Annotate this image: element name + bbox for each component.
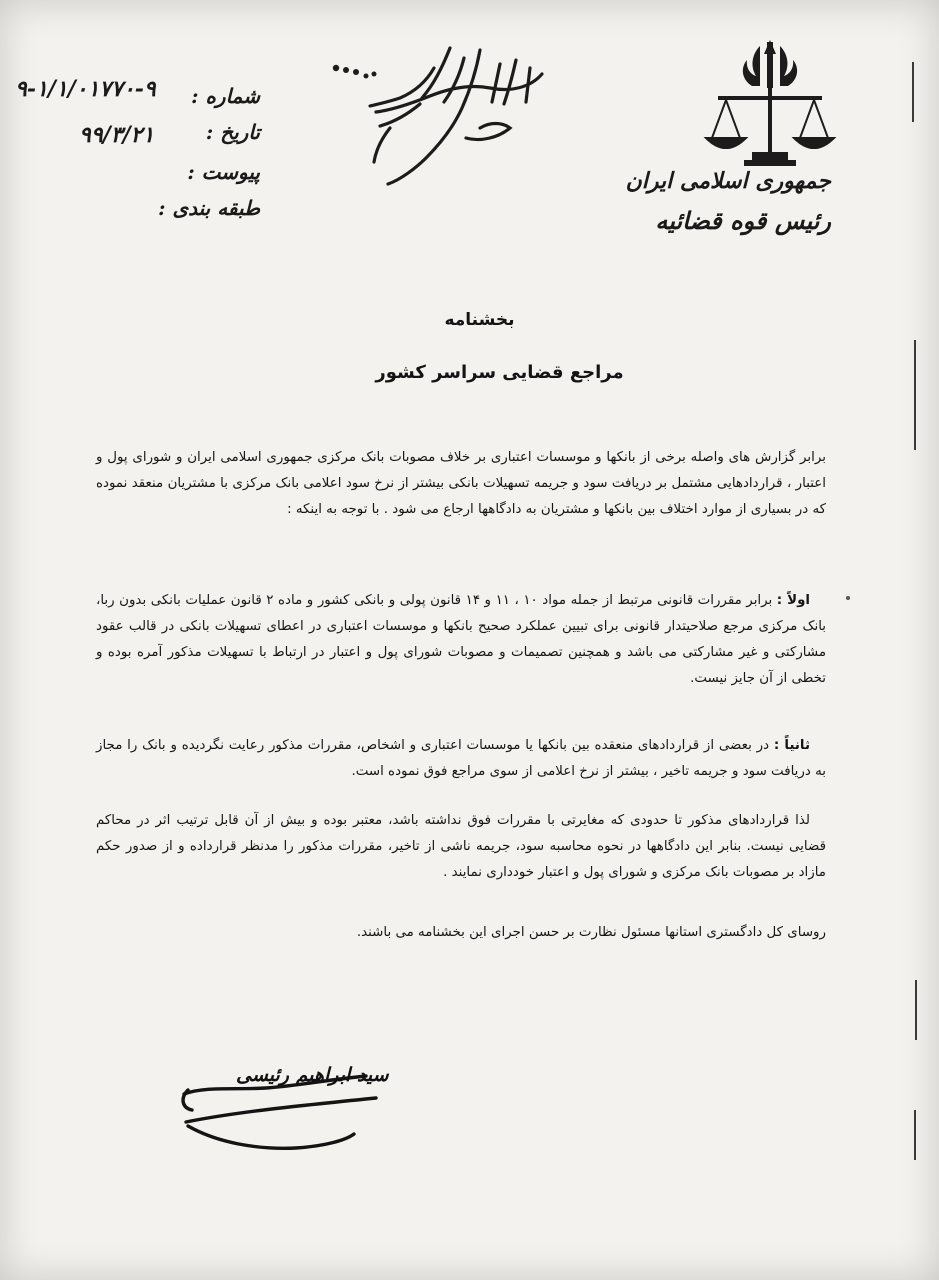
recipient-title: مراجع قضایی سراسر کشور <box>375 362 624 383</box>
second-point-label: ثانیاً : <box>773 738 810 753</box>
country-name: جمهوری اسلامی ایران <box>625 168 831 194</box>
first-point-text: برابر مقررات قانونی مرتبط از جمله مواد ۱۰ ، ۱۱ و ۱۴ قانون پولی و بانکی کشور و ماده ۲ قانون عملیات بانکی بدون ربا، بانک مرکزی مرجع صلاحیتدار قانونی برای تبیین عملکرد صحیح بانکها و موسسات اعتباری در اعطای تسهیلات بانکی در قالب عقود مشارکتی و غیر مشارکتی می باشد و همچنین تصمیمات و مصوبات شورای پول و اعتبار در ارتباط با تسهیلات مذکور آمره بوده و تخطی از آن جایز نیست. <box>96 593 826 686</box>
date-value: ۹۹/۳/۲۱ <box>79 122 155 148</box>
date-label: تاریخ : <box>205 120 260 144</box>
number-label: شماره : <box>191 84 260 108</box>
scan-edge-line <box>912 62 914 122</box>
scan-edge-line <box>914 340 916 450</box>
paragraph-first <box>96 588 826 692</box>
paragraph-conclusion: لذا قراردادهای مذکور تا حدودی که مغایرتی با مقررات فوق نداشته باشد، معتبر بوده و بیش از آن قابل ترتیب اثر در محاکم قضایی نیست. بنابر این دادگاهها در نحوه محاسبه سود، جریمه ناشی از تاخیر، مقررات مذکور را مدنظر قرارداده و از صدور حکم مازاد بر مصوبات بانک مرکزی و شورای پول و اعتبار خودداری نمایند . <box>96 813 826 880</box>
paragraph-supervision: روسای کل دادگستری استانها مسئول نظارت بر حسن اجرای این بخشنامه می باشند. <box>356 925 826 940</box>
number-field <box>15 76 260 114</box>
basmala-calligraphy <box>330 38 560 188</box>
iran-emblem-icon <box>700 40 840 170</box>
number-value: ۹-۱/۱/۰۱۷۷۰-۹ <box>15 76 156 102</box>
second-point-text: در بعضی از قراردادهای منعقده بین بانکها یا موسسات اعتباری و اشخاص، مقررات مذکور رعایت نگردیده و بانک را مجاز به دریافت سود و جریمه تاخیر ، بیشتر از نرخ اعلامی از سوی مراجع فوق نموده است. <box>96 738 826 779</box>
circular-title: بخشنامه <box>444 310 515 330</box>
scan-speck <box>846 596 850 600</box>
date-field <box>15 120 260 150</box>
scan-edge-line <box>915 980 917 1040</box>
classification-label: طبقه بندی : <box>158 196 260 220</box>
paragraph-second <box>96 733 826 785</box>
classification-field <box>15 196 260 226</box>
attachment-label: پیوست : <box>187 160 260 184</box>
paragraph-intro: برابر گزارش های واصله برخی از بانکها و موسسات اعتباری بر خلاف مصوبات بانک مرکزی جمهوری اسلامی ایران و شورای پول و اعتبار ، قراردادهایی مشتمل بر دریافت سود و جریمه تسهیلات بانکی بیشتر از نرخ سود اعلامی بانک مرکزی با مشتریان منعقد نموده که در بسیاری از موارد اختلاف بین بانکها و مشتریان به دادگاهها ارجاع می شود . با توجه به اینکه : <box>96 450 826 517</box>
issuing-authority <box>626 168 831 235</box>
first-point-label: اولاً : <box>776 593 810 608</box>
attachment-field <box>15 160 260 190</box>
scan-edge-line <box>914 1110 916 1160</box>
signatory-name: سید ابراهیم رئیسی <box>236 1064 389 1086</box>
office-name: رئیس قوه قضائیه <box>655 206 831 235</box>
